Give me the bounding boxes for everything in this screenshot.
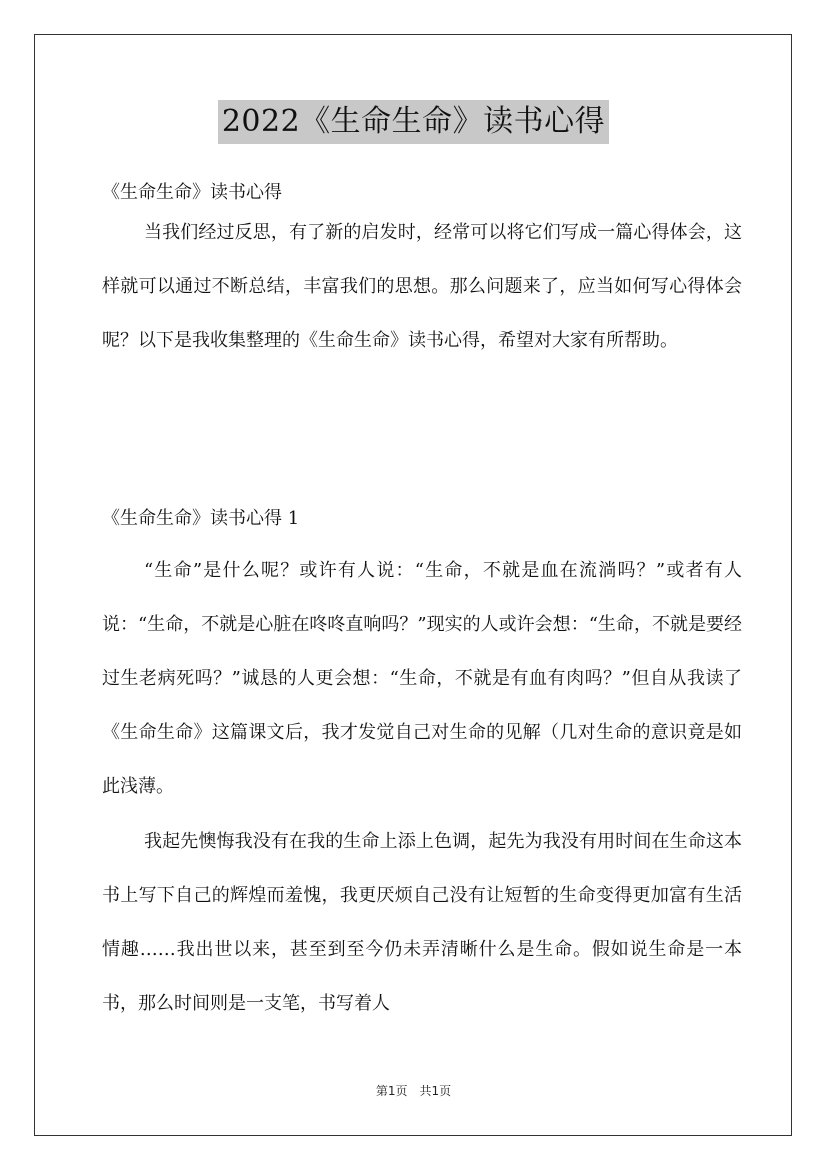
section-1-heading: 《生命生命》读书心得 1 bbox=[102, 508, 300, 529]
document-title-wrapper bbox=[0, 100, 827, 144]
section-1-paragraph-2: 我起先懊悔我没有在我的生命上添上色调，起先为我没有用时间在生命这本书上写下自己的辉煌而羞愧，我更厌烦自己没有让短暂的生命变得更加富有生活情趣……我出世以来，甚至到至今仍未弄清晰什么是生命。假如说生命是一本书，那么时间则是一支笔，书写着人 bbox=[102, 831, 742, 1014]
page-footer: 第1页 共1页 bbox=[375, 1084, 452, 1098]
subheading: 《生命生命》读书心得 bbox=[102, 182, 282, 203]
intro-paragraph: 当我们经过反思，有了新的启发时，经常可以将它们写成一篇心得体会，这样就可以通过不断总结，丰富我们的思想。那么问题来了，应当如何写心得体会呢？以下是我收集整理的《生命生命》读书心得，希望对大家有所帮助。 bbox=[102, 222, 742, 351]
section-1-paragraph-1: “生命”是什么呢？或许有人说：“生命，不就是血在流淌吗？”或者有人说：“生命，不就是心脏在咚咚直响吗？”现实的人或许会想：“生命，不就是要经过生老病死吗？”诚恳的人更会想：“生命，不就是有血有肉吗？”但自从我读了《生命生命》这篇课文后，我才发觉自己对生命的见解（几对生命的意识竟是如此浅薄。 bbox=[102, 560, 742, 797]
document-title: 2022《生命生命》读书心得 bbox=[218, 100, 609, 144]
